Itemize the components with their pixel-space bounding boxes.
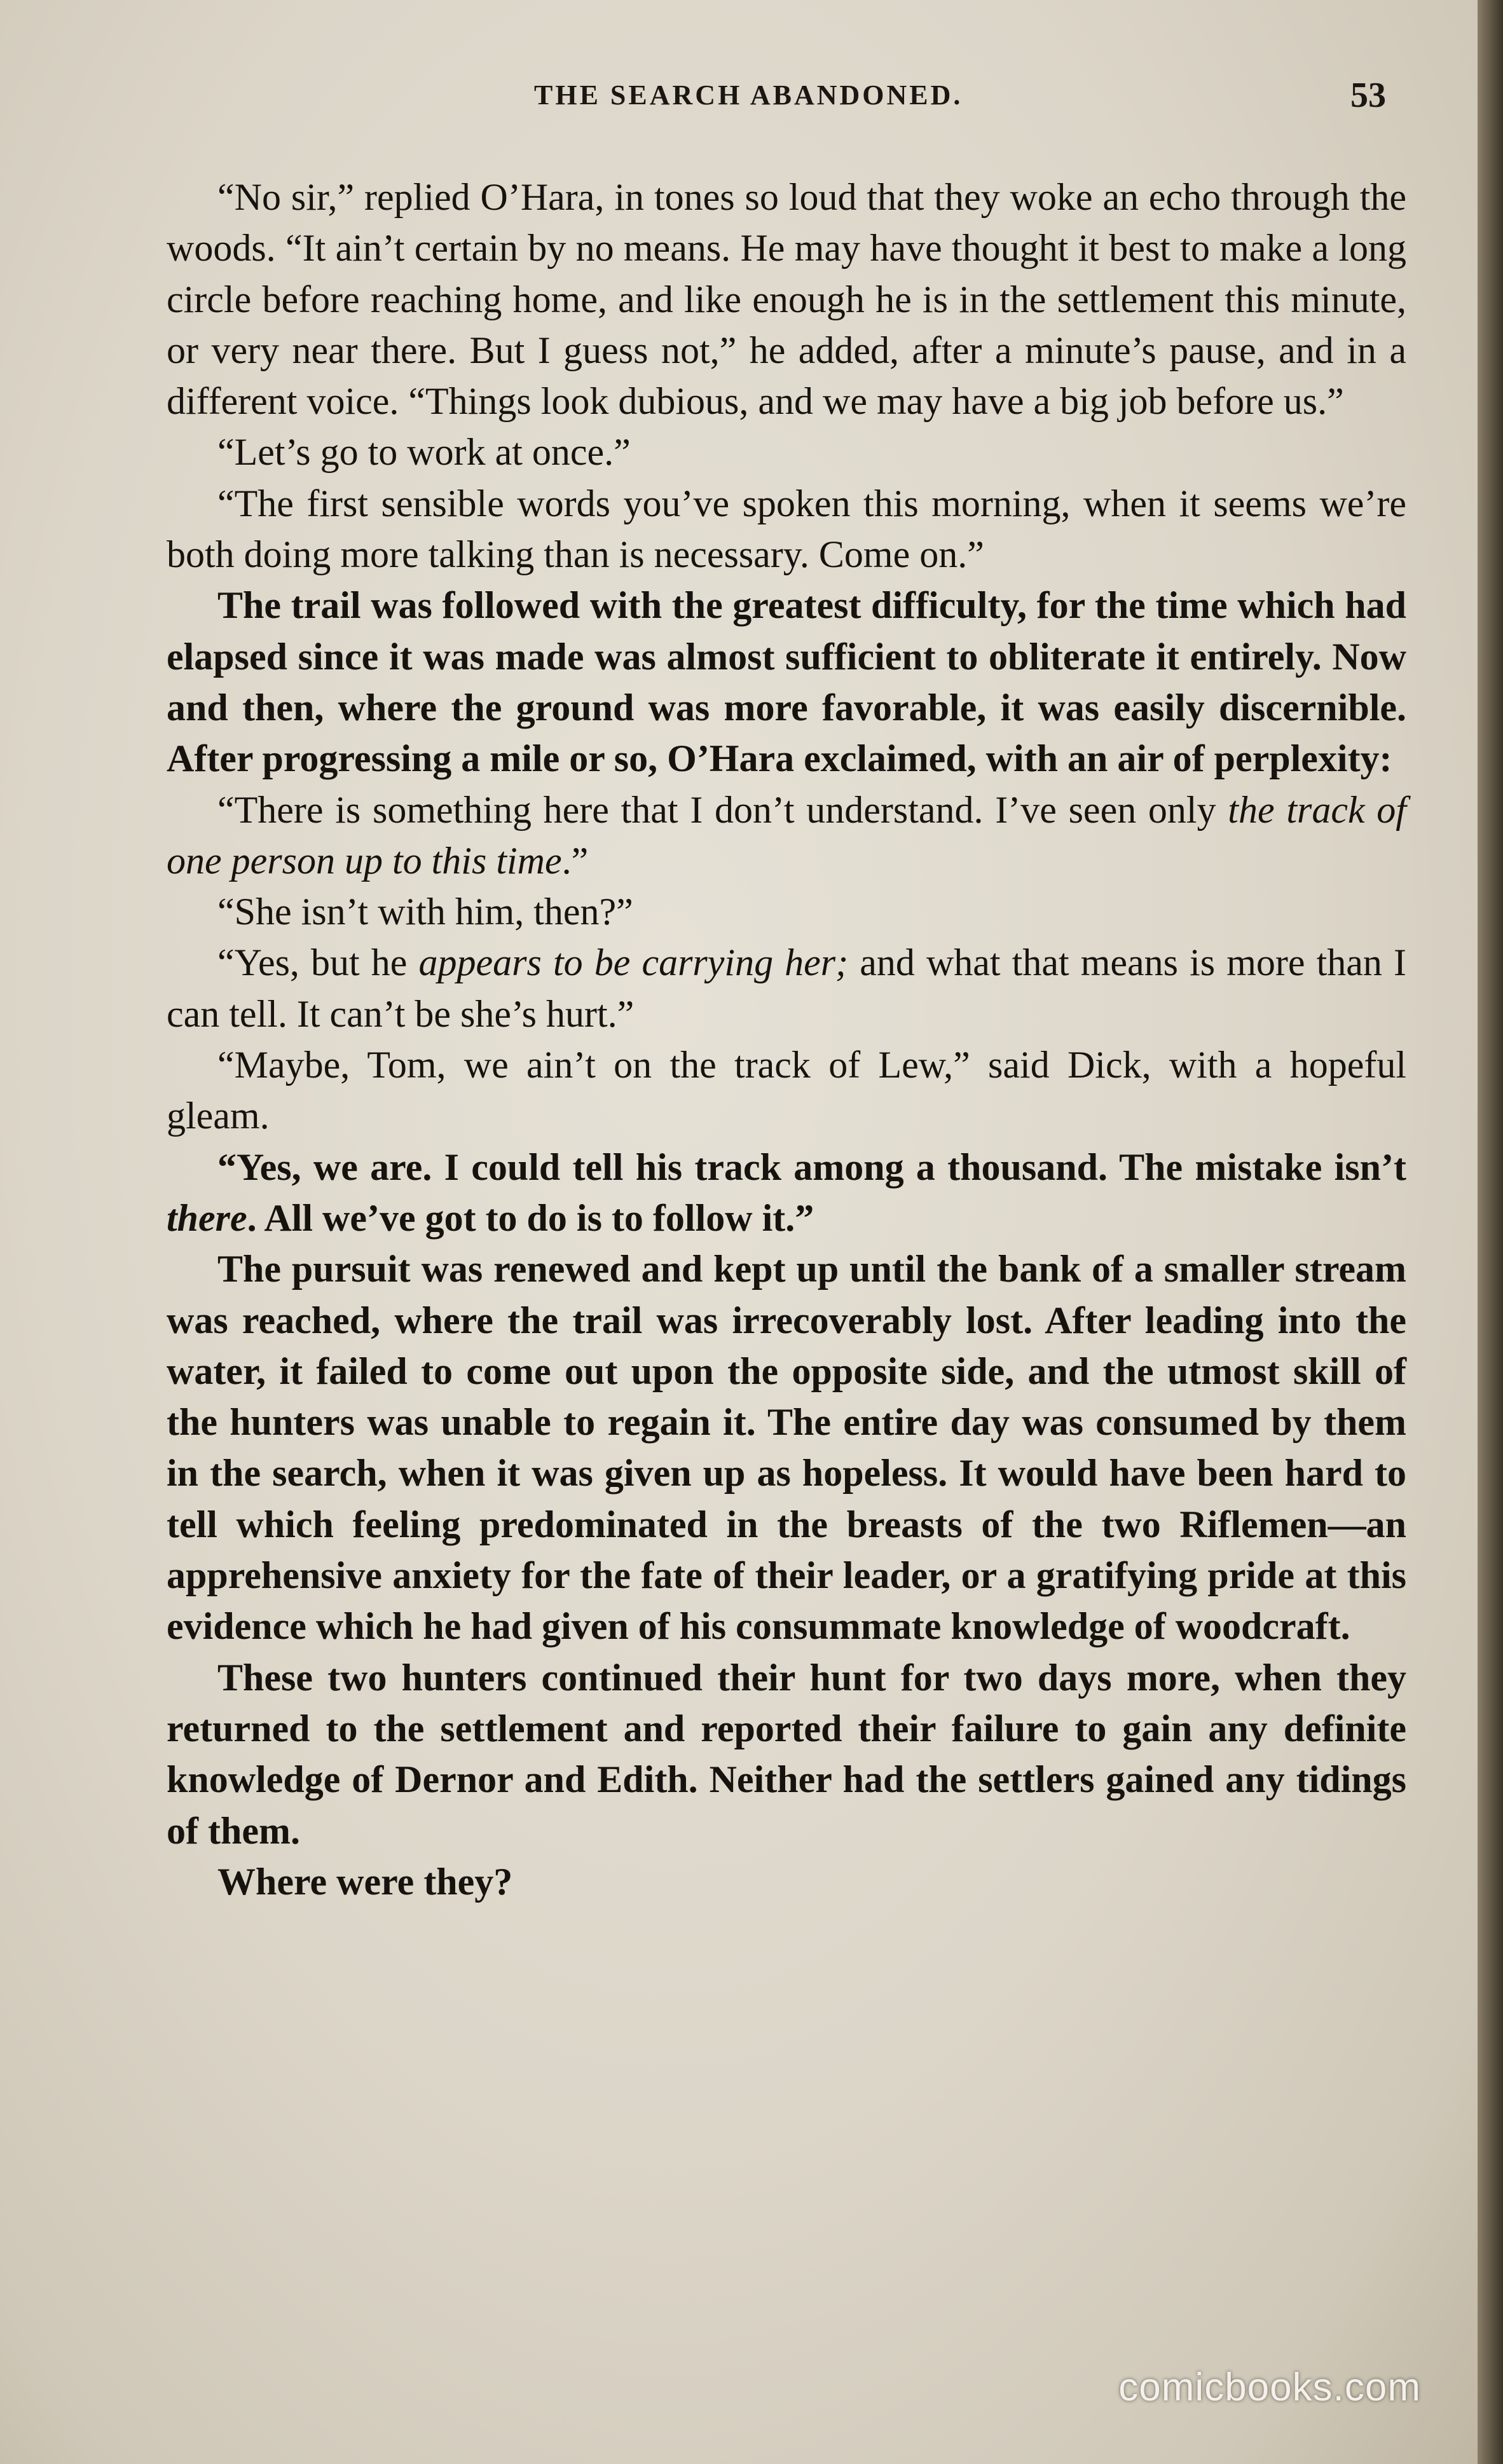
- paragraph-text: “Yes, we are. I could tell his track among a thousand. The mistake isn’t: [217, 1146, 1406, 1188]
- paragraph-text: “Maybe, Tom, we ain’t on the track of Lew,” said Dick, with a hopeful gleam.: [167, 1044, 1406, 1137]
- emphasized-text: appears to be carrying her;: [418, 941, 849, 984]
- paragraph-text: “She isn’t with him, then?”: [217, 891, 633, 933]
- paragraph: [167, 478, 1406, 580]
- paragraph: [167, 1856, 1406, 1907]
- paragraph: [167, 1142, 1406, 1244]
- paragraph-text: “Yes, but he: [217, 941, 419, 984]
- paragraph-text: . All we’ve got to do is to follow it.”: [247, 1196, 814, 1239]
- paragraph-text: These two hunters continued their hunt for two days more, when they returned to the settlement and reported their failure to gain any definite knowledge of Dernor and Edith. Neither had the settlers gained any tidings of them.: [167, 1656, 1406, 1852]
- paragraph-text: “There is something here that I don’t understand. I’ve seen only: [217, 788, 1228, 831]
- paragraph-text: The trail was followed with the greatest difficulty, for the time which had elapsed since it was made was almost sufficient to obliterate it entirely. Now and then, where the ground was more favorable, it was easily discernible. After progressing a mile or so, O’Hara exclaimed, with an air of perplexity:: [167, 584, 1406, 780]
- paragraph: [167, 580, 1406, 784]
- page-header: [165, 75, 1424, 126]
- paragraph-text: The pursuit was renewed and kept up until the bank of a smaller stream was reached, where the trail was irrecoverably lost. After leading into the water, it failed to come out upon the opposite side, and the utmost skill of the hunters was unable to regain it. The entire day was consumed by them in the search, when it was given up as hopeless. It would have been hard to tell which feeling predominated in the breasts of the two Riflemen—an apprehensive anxiety for the fate of their leader, or a gratifying pride at this evidence which he had given of his consummate knowledge of woodcraft.: [167, 1248, 1406, 1648]
- paragraph-text: and what that means is more than I can tell. It can’t be she’s hurt.”: [167, 941, 1406, 1035]
- paragraph: [167, 427, 1406, 477]
- spine-edge: [1478, 0, 1503, 2464]
- paragraph: [167, 784, 1406, 887]
- body-text: [167, 172, 1406, 1907]
- running-title: THE SEARCH ABANDONED.: [534, 79, 963, 111]
- paragraph-text: “The first sensible words you’ve spoken this morning, when it seems we’re both doing more talking than is necessary. Come on.”: [167, 482, 1406, 576]
- watermark: comicbooks.com: [1118, 2365, 1421, 2409]
- paragraph: [167, 937, 1406, 1039]
- emphasized-text: the track of one person up to this time: [167, 788, 1406, 882]
- page-number: 53: [1350, 76, 1386, 115]
- paragraph: [167, 1243, 1406, 1652]
- paragraph-text: .”: [561, 839, 589, 882]
- paragraph-text: “No sir,” replied O’Hara, in tones so loud that they woke an echo through the woods. “It ain’t certain by no means. He may have thought it best to make a long circle before reaching home, and like enough he is in the settlement this minute, or very near there. But I guess not,” he added, after a minute’s pause, and in a different voice. “Things look dubious, and we may have a big job before us.”: [167, 176, 1406, 423]
- paragraph: [167, 1039, 1406, 1142]
- emphasized-text: there: [167, 1196, 247, 1239]
- paragraph-text: “Let’s go to work at once.”: [217, 431, 631, 474]
- paragraph: [167, 172, 1406, 427]
- paragraph-text: Where were they?: [217, 1860, 513, 1903]
- paragraph: [167, 886, 1406, 937]
- paragraph: [167, 1652, 1406, 1856]
